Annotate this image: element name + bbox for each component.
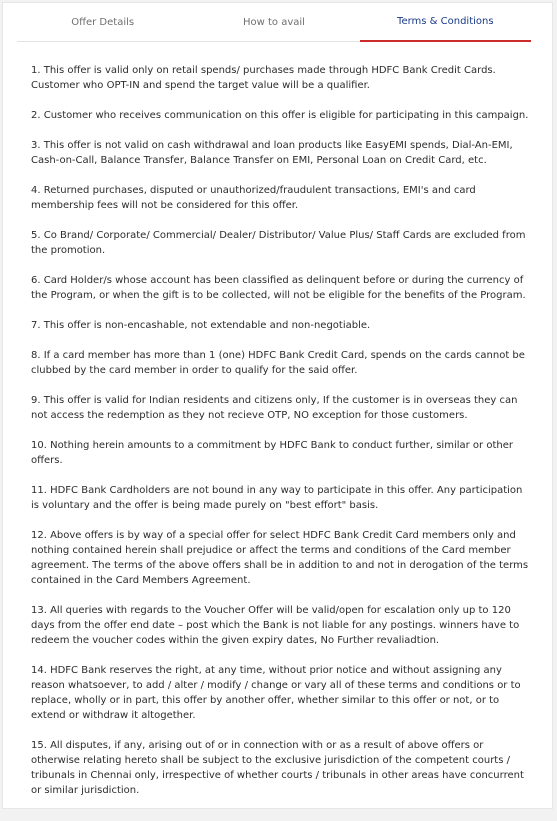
term-2: 2. Customer who receives communication on this offer is eligible for participating in this campaign. (31, 110, 529, 121)
terms-list (31, 63, 539, 809)
tab-bar (17, 3, 531, 42)
term-1: 1. This offer is valid only on retail spends/ purchases made through HDFC Bank Credit Cards. Customer who OPT-IN and spend the target value will be a qualifier. (31, 65, 496, 91)
term-8: 8. If a card member has more than 1 (one) HDFC Bank Credit Card, spends on the cards cannot be clubbed by the card member in order to qualify for the said offer. (31, 350, 525, 376)
term-14: 14. HDFC Bank reserves the right, at any time, without prior notice and without assigning any reason whatsoever, to add / alter / modify / change or vary all of these terms and conditions or to replace, wholly or in part, this offer by another offer, whether similar to this offer or not, or to extend or withdraw it altogether. (31, 665, 521, 721)
term-9: 9. This offer is valid for Indian residents and citizens only, If the customer is in overseas they can not access the redemption as they not recieve OTP, NO exception for those customers. (31, 395, 518, 421)
tab-how-to-avail[interactable]: How to avail (188, 3, 359, 42)
term-6: 6. Card Holder/s whose account has been classified as delinquent before or during the currency of the Program, or when the gift is to be collected, will not be eligible for the benefits of the Program. (31, 275, 526, 301)
term-7: 7. This offer is non-encashable, not extendable and non-negotiable. (31, 320, 371, 331)
term-5: 5. Co Brand/ Corporate/ Commercial/ Dealer/ Distributor/ Value Plus/ Staff Cards are excluded from the promotion. (31, 230, 526, 256)
term-10: 10. Nothing herein amounts to a commitment by HDFC Bank to conduct further, similar or other offers. (31, 440, 513, 466)
term-4: 4. Returned purchases, disputed or unauthorized/fraudulent transactions, EMI's and card membership fees will not be considered for this offer. (31, 185, 476, 211)
term-15: 15. All disputes, if any, arising out of or in connection with or as a result of above offers or otherwise relating hereto shall be subject to the exclusive jurisdiction of the competent courts / tribunals in Chennai only, irrespective of whether courts / tribunals in other areas have concurrent or similar jurisdiction. (31, 740, 524, 796)
term-13: 13. All queries with regards to the Voucher Offer will be valid/open for escalation only up to 120 days from the offer end date – post which the Bank is not liable for any postings. winners have to redeem the voucher codes within the given expiry dates, No Further revaliadtion. (31, 605, 520, 646)
offer-card (2, 2, 553, 809)
tab-offer-details[interactable]: Offer Details (17, 3, 188, 42)
term-11: 11. HDFC Bank Cardholders are not bound in any way to participate in this offer. Any participation is voluntary and the offer is being made purely on "best effort" basis. (31, 485, 523, 511)
tab-terms-and-conditions[interactable]: Terms & Conditions (360, 3, 531, 42)
term-12: 12. Above offers is by way of a special offer for select HDFC Bank Credit Card members only and nothing contained herein shall prejudice or affect the terms and conditions of the Card member agreement. The terms of the above offers shall be in addition to and not in derogation of the terms contained in the Card Members Agreement. (31, 530, 529, 586)
term-3: 3. This offer is not valid on cash withdrawal and loan products like EasyEMI spends, Dial-An-EMI, Cash-on-Call, Balance Transfer, Balance Transfer on EMI, Personal Loan on Credit Card, etc. (31, 140, 513, 166)
